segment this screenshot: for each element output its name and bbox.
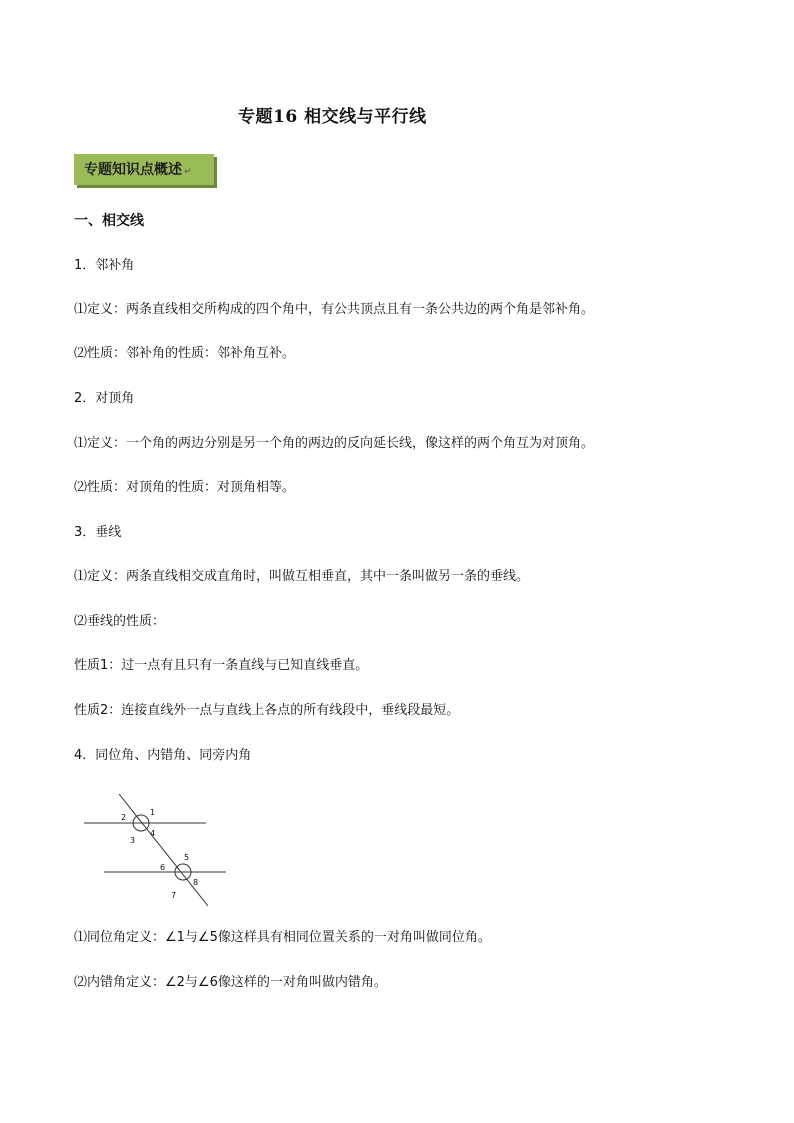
- paragraph-vertical-property: ⑵性质：对顶角的性质：对顶角相等。: [74, 480, 296, 495]
- heading-intersecting-lines: 一、相交线: [74, 213, 144, 229]
- paragraph-mark-icon: ↵: [184, 167, 192, 177]
- angle-label-1: 1: [150, 808, 156, 817]
- angle-label-7: 7: [171, 891, 177, 900]
- paragraph-alternate-interior-angles: ⑵内错角定义：∠2与∠6像这样的一对角叫做内错角。: [74, 975, 387, 990]
- banner-label: 专题知识点概述: [84, 162, 182, 178]
- transversal-diagram: [84, 790, 234, 910]
- angle-label-3: 3: [130, 836, 136, 845]
- subheading-perpendicular: 3．垂线: [74, 525, 122, 540]
- angle-label-2: 2: [121, 813, 127, 822]
- angle-label-6: 6: [160, 863, 166, 872]
- paragraph-perpendicular-properties: ⑵垂线的性质：: [74, 614, 166, 629]
- paragraph-adjacent-property: ⑵性质：邻补角的性质：邻补角互补。: [74, 346, 296, 361]
- paragraph-corresponding-angles: ⑴同位角定义：∠1与∠5像这样具有相同位置关系的一对角叫做同位角。: [74, 930, 491, 945]
- paragraph-adjacent-definition: ⑴定义：两条直线相交所构成的四个角中，有公共顶点且有一条公共边的两个角是邻补角。: [74, 302, 595, 317]
- paragraph-perpendicular-property-1: 性质1：过一点有且只有一条直线与已知直线垂直。: [74, 658, 369, 673]
- angle-label-4: 4: [150, 829, 156, 838]
- subheading-adjacent-supplementary: 1．邻补角: [74, 258, 135, 273]
- transversal-line: [119, 794, 208, 906]
- paragraph-vertical-definition: ⑴定义：一个角的两边分别是另一个角的两边的反向延长线，像这样的两个角互为对顶角。: [74, 436, 595, 451]
- angle-label-5: 5: [184, 853, 190, 862]
- document-title: 专题16 相交线与平行线: [238, 107, 427, 127]
- subheading-vertical-angles: 2．对顶角: [74, 391, 135, 406]
- paragraph-perpendicular-property-2: 性质2：连接直线外一点与直线上各点的所有线段中，垂线段最短。: [74, 703, 460, 718]
- subheading-angle-types: 4．同位角、内错角、同旁内角: [74, 748, 252, 763]
- angle-label-8: 8: [193, 878, 199, 887]
- paragraph-perpendicular-definition: ⑴定义：两条直线相交成直角时，叫做互相垂直，其中一条叫做另一条的垂线。: [74, 569, 530, 584]
- section-banner: [74, 154, 214, 185]
